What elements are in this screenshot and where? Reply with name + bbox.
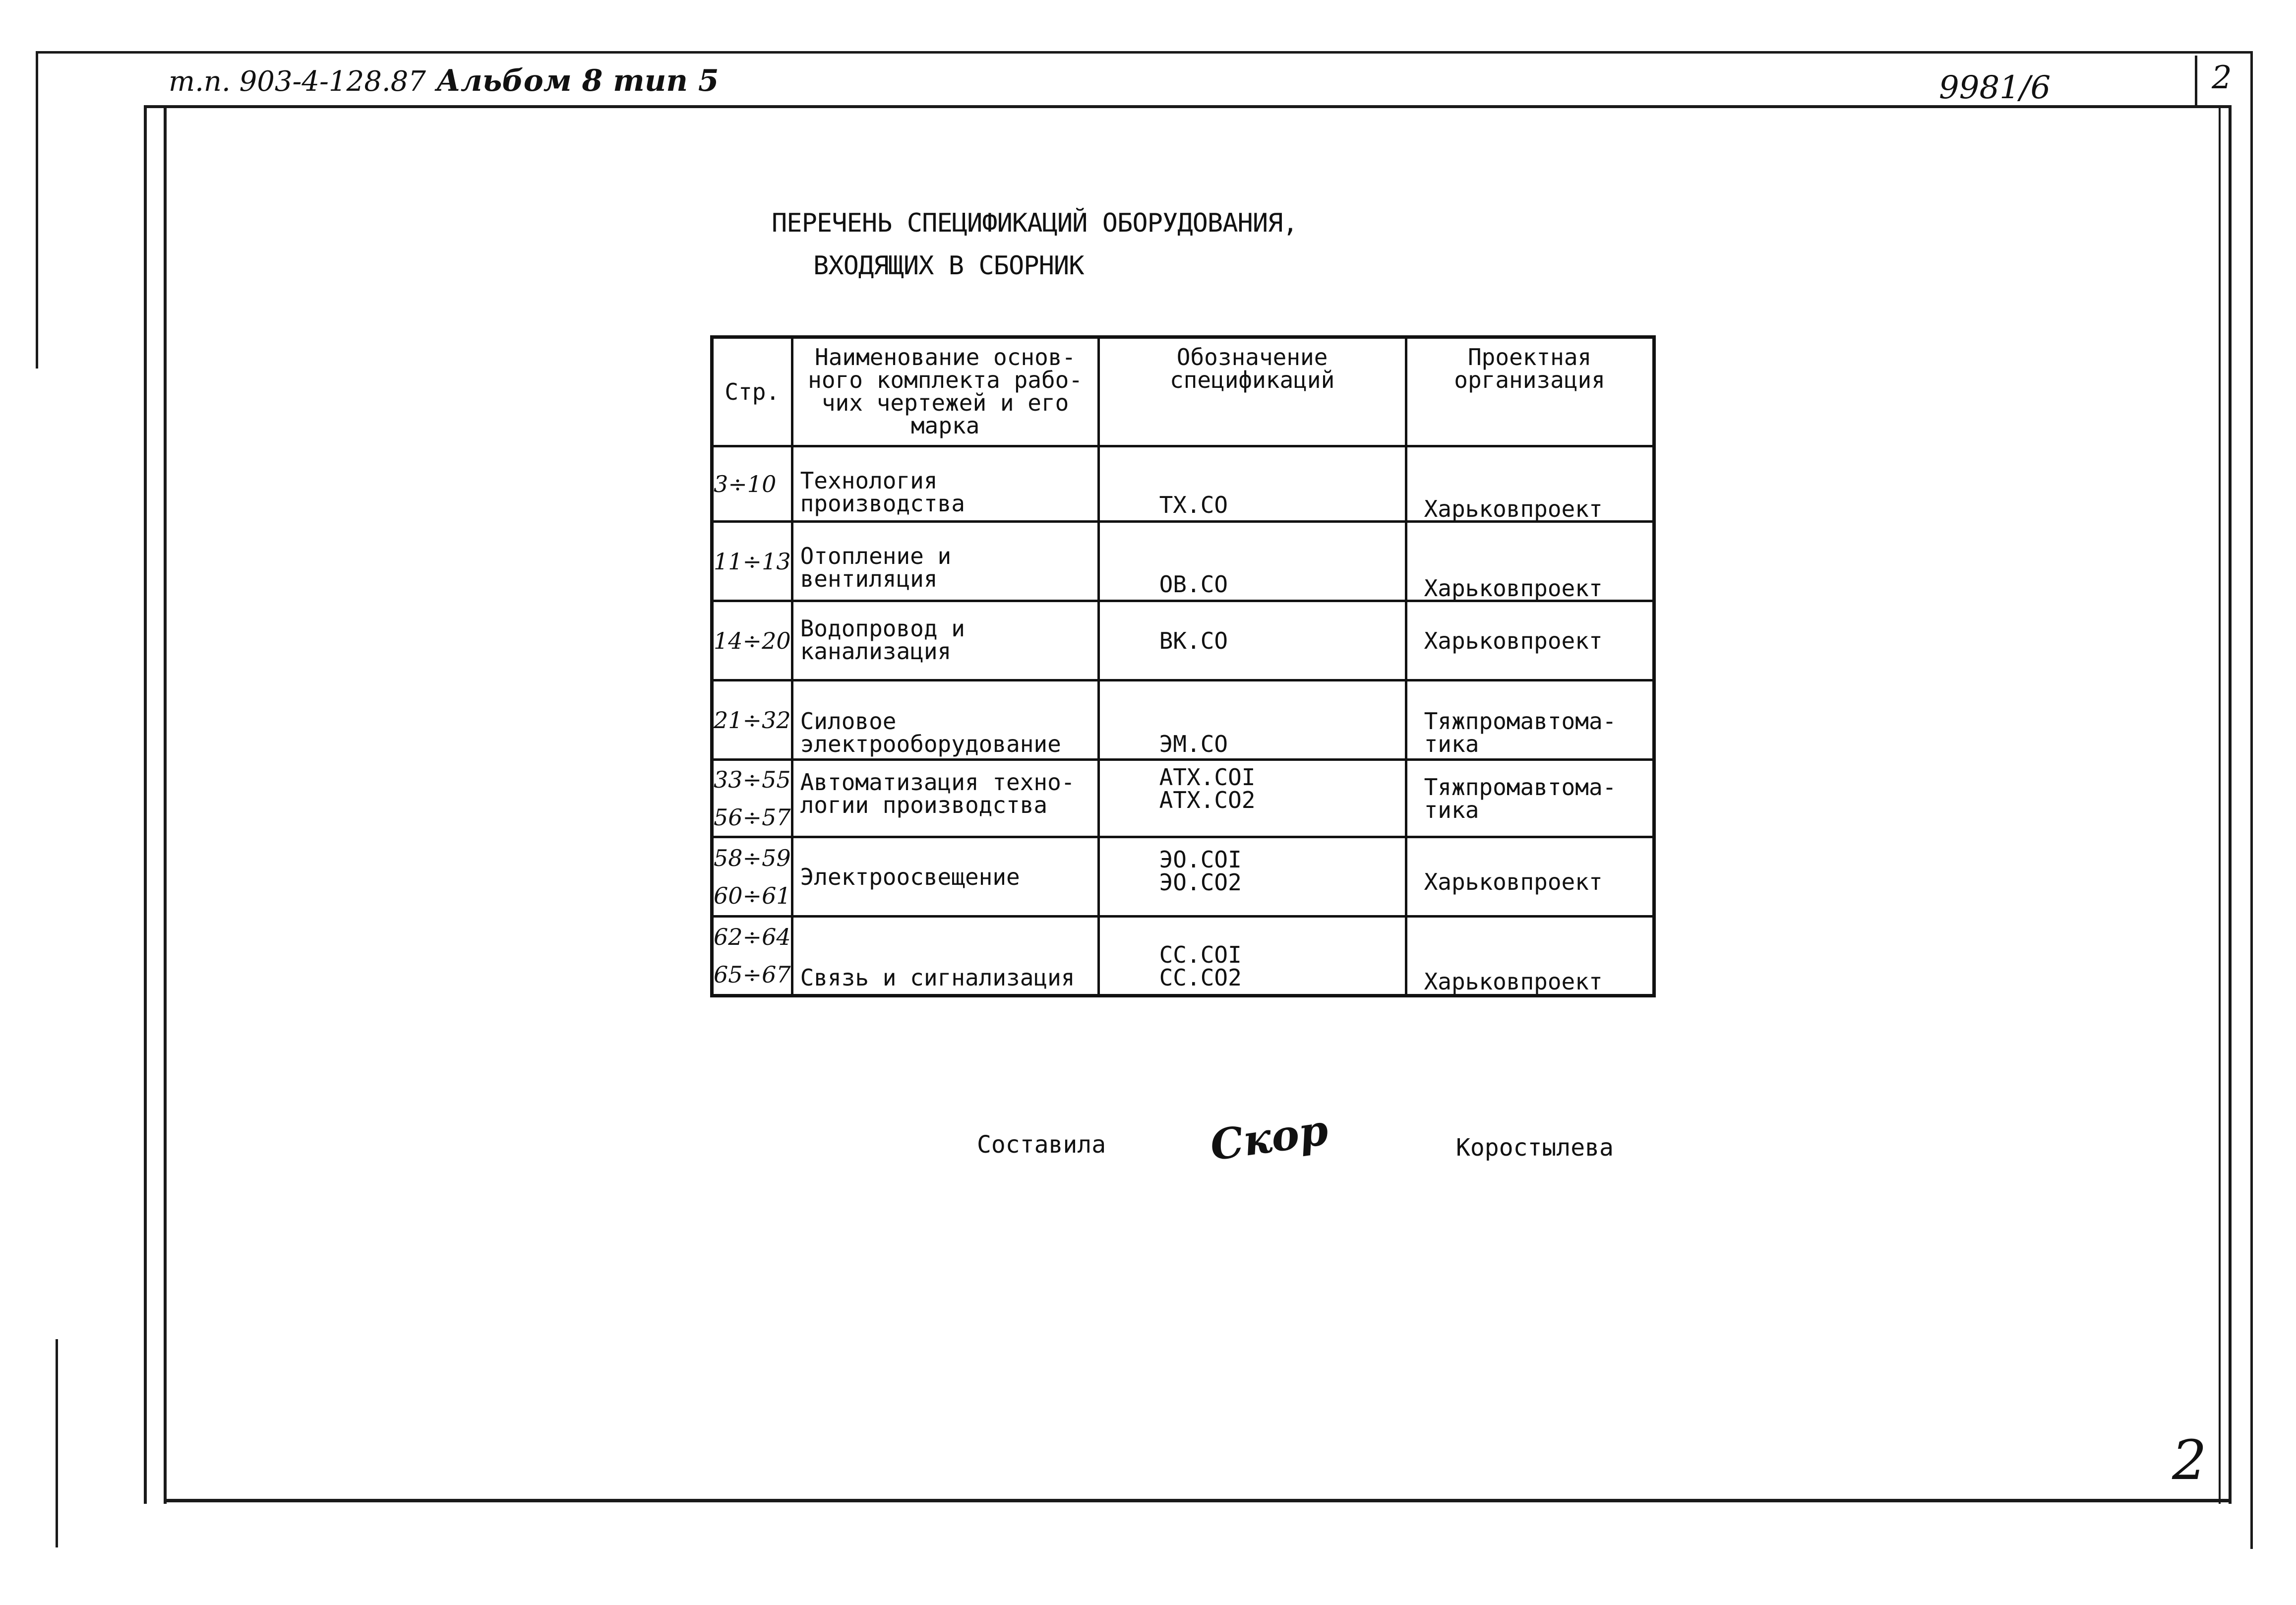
row-pages: 62÷64 65÷67 [712, 917, 792, 996]
row-codes: АТХ.СОI АТХ.СО2 [1098, 760, 1406, 837]
row-name: Связь и сигнализация [792, 917, 1098, 996]
outer-frame-top [36, 51, 2252, 54]
row-codes: ЭМ.СО [1098, 680, 1406, 760]
inner-frame-left-side [164, 105, 167, 1504]
row-org: Тяжпромавтома- тика [1406, 760, 1654, 837]
row-pages: 14÷20 [712, 601, 792, 680]
table-row [712, 760, 1654, 837]
row-pages: 11÷13 [712, 522, 792, 601]
inner-frame-bottom [164, 1499, 2232, 1502]
row-name: Силовое электрооборудование [792, 680, 1098, 760]
signature: Cкор [1207, 1105, 1331, 1171]
page-title-line1: ПЕРЕЧЕНЬ СПЕЦИФИКАЦИЙ ОБОРУДОВАНИЯ, [772, 208, 1298, 238]
row-name: Водопровод и канализация [792, 601, 1098, 680]
table-row [712, 601, 1654, 680]
row-org: Харьковпроект [1406, 446, 1654, 522]
inner-frame-right-outer [2219, 105, 2221, 1504]
sheet-box-left [2195, 56, 2197, 107]
inner-frame-left [144, 105, 147, 1504]
doc-ref: т.п. 903-4-128.87 [169, 65, 426, 98]
row-pages: 33÷55 56÷57 [712, 760, 792, 837]
album-label: Альбом 8 тип 5 [436, 63, 719, 98]
table-row [712, 837, 1654, 917]
sheet-number: 2 [2212, 60, 2232, 96]
page-title-line2: ВХОДЯЩИХ В СБОРНИК [813, 251, 1084, 281]
page-mark: 2 [2172, 1428, 2207, 1492]
row-org: Харьковпроект [1406, 601, 1654, 680]
table-header-row [712, 337, 1654, 446]
outer-frame-left [36, 51, 38, 369]
row-name: Технология производства [792, 446, 1098, 522]
row-codes: ТХ.СО [1098, 446, 1406, 522]
row-org: Харьковпроект [1406, 522, 1654, 601]
row-org: Тяжпромавтома- тика [1406, 680, 1654, 760]
row-org: Харьковпроект [1406, 837, 1654, 917]
col-header-name: Наименование основ- ного комплекта рабо- чих чертежей и его марка [792, 337, 1098, 446]
col-header-org: Проектная организация [1406, 337, 1654, 446]
table-row [712, 917, 1654, 996]
row-name: Автоматизация техно- логии производства [792, 760, 1098, 837]
inventory-number: 9981/6 [1939, 69, 2051, 106]
outer-frame-right [2250, 51, 2253, 1549]
outer-frame-left-lower [56, 1339, 58, 1547]
row-codes: ВК.СО [1098, 601, 1406, 680]
inner-frame-right [2229, 105, 2232, 1504]
compiled-by-label: Составила [977, 1131, 1106, 1159]
row-org: Харьковпроект [1406, 917, 1654, 996]
row-pages: 21÷32 [712, 680, 792, 760]
col-header-code: Обозначение спецификаций [1098, 337, 1406, 446]
row-codes: ОВ.СО [1098, 522, 1406, 601]
compiler-name: Коростылева [1456, 1134, 1614, 1162]
row-pages: 3÷10 [712, 446, 792, 522]
row-codes: СС.СОI СС.СО2 [1098, 917, 1406, 996]
row-pages: 58÷59 60÷61 [712, 837, 792, 917]
table-row [712, 522, 1654, 601]
table-row [712, 446, 1654, 522]
row-name: Отопление и вентиляция [792, 522, 1098, 601]
col-header-page: Стр. [712, 337, 792, 446]
table-row [712, 680, 1654, 760]
inner-frame-top [144, 105, 2232, 108]
row-codes: ЭО.СОI ЭО.СО2 [1098, 837, 1406, 917]
spec-table [710, 335, 1656, 997]
row-name: Электроосвещение [792, 837, 1098, 917]
